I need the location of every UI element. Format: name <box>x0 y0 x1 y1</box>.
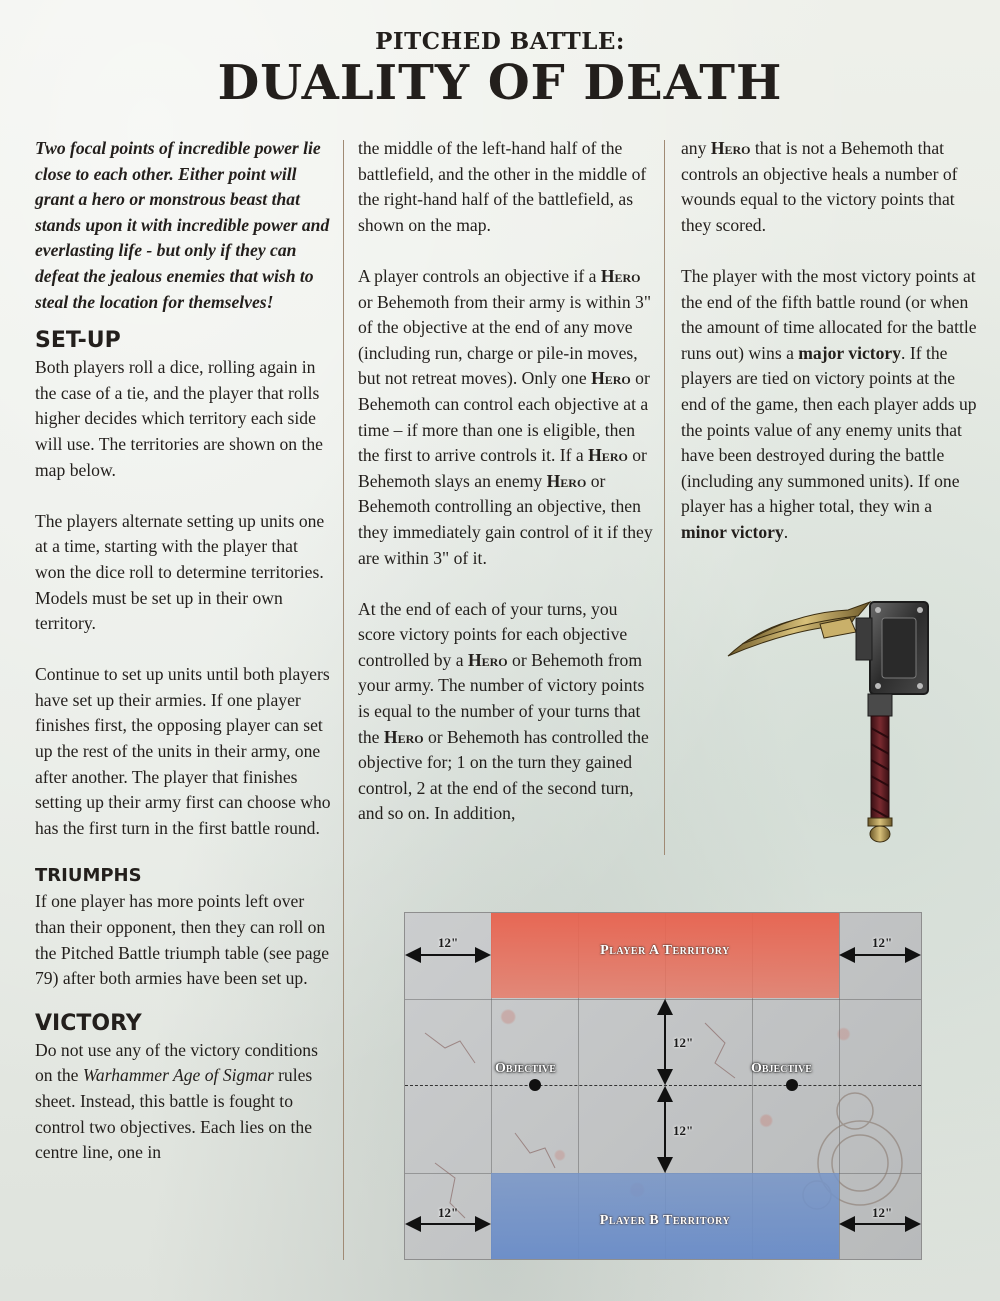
column-rule-right <box>664 140 665 855</box>
measure-bottom-left: 12" <box>438 1205 459 1220</box>
measure-bottom-right: 12" <box>872 1205 893 1220</box>
objective-right-marker <box>786 1079 798 1091</box>
victory-paragraph: Do not use any of the victory conditions on the Warhammer Age of Sigmar rules sheet. Instead, this battle is fought to control two objectives. Each lies on the centre line, one in <box>35 1039 318 1163</box>
measure-centre-bottom: 12" <box>673 1123 694 1138</box>
measure-top-right: 12" <box>872 935 893 950</box>
column-1 <box>35 136 331 1166</box>
major-victory-term: major victory <box>798 342 902 363</box>
control-paragraph: A player controls an objective if a Hero or Behemoth from their army is within 3" of the objective at the end of any move (including run, charge or pile-in moves, but not retreat moves). Only one Hero or Behemoth can control each objective at a time – if more than one is eligible, then the first to arrive controls it. If a Hero or Behemoth slays an enemy Hero or Behemoth controlling an objective, then they immediately gain control of it if they are within 3" of it. <box>358 265 653 568</box>
triumphs-paragraph: If one player has more points left over than their opponent, then they can roll on the Pitched Battle triumph table (see page 79) after both armies have been set up. <box>35 891 330 989</box>
hero-keyword: Hero <box>588 445 628 466</box>
column-3 <box>681 136 977 546</box>
objective-right-label: Objective <box>751 1061 812 1076</box>
game-title: Warhammer Age of Sigmar <box>82 1065 274 1086</box>
page-title: DUALITY OF DEATH <box>217 55 783 111</box>
page-kicker: PITCHED BATTLE: <box>375 28 625 55</box>
intro-text: Two focal points of incredible power lie close to each other. Either point will grant a hero or monstrous beast that stands upon it with incredible power and everlasting life - but only if they can defeat the jealous enemies that wish to steal the location for themselves! <box>35 138 330 312</box>
hero-keyword: Hero <box>710 138 751 158</box>
setup-paragraph-1: Both players roll a dice, rolling again in the case of a tie, and the player that rolls higher decides which territory each side will use. The territories are shown on the map below. <box>35 357 323 480</box>
measure-top-left: 12" <box>438 935 459 950</box>
minor-victory-term: minor victory <box>681 521 784 542</box>
hero-keyword: Hero <box>546 470 587 491</box>
winner-paragraph: The player with the most victory points at the end of the fifth battle round (or when the amount of time allocated for the battle runs out) wins a major victory. If the players are tied on victory points at the end of the game, then each player adds up the points value of any enemy units that have been destroyed during the battle (including any summoned units). If one player has a higher total, they win a minor victory. <box>681 265 977 542</box>
setup-heading: SET-UP <box>35 328 121 354</box>
scoring-paragraph: At the end of each of your turns, you score victory points for each objective controlled by a Hero or Behemoth from your army. The number of victory points is equal to the number of your turns that the Hero or Behemoth has controlled the objective for; 1 on the turn they gained control, 2 at the end of the second turn, and so on. In addition, <box>358 598 649 824</box>
column-2 <box>358 136 654 827</box>
heal-paragraph: any Hero that is not a Behemoth that controls an objective heals a number of wounds equal to the victory points that they scored. <box>681 138 958 235</box>
setup-paragraph-2: The players alternate setting up units one at a time, starting with the player that won the dice roll to determine territories. Models must be set up in their own territory. <box>35 510 325 634</box>
battlefield-map <box>404 912 922 1260</box>
hero-keyword: Hero <box>467 649 508 670</box>
triumphs-heading: TRIUMPHS <box>35 865 142 887</box>
objective-left-label: Objective <box>495 1061 556 1076</box>
player-b-territory-label: Player B Territory <box>599 1213 731 1228</box>
measure-centre-top: 12" <box>673 1035 694 1050</box>
victory-heading: VICTORY <box>35 1010 142 1036</box>
setup-paragraph-3: Continue to set up units until both players have set up their armies. If one player finishes first, the opposing player can set up the rest of the units in their army, one after another. The player that finishes setting up their army first can choose who has the first turn in the first battle round. <box>35 664 331 838</box>
player-a-territory-label: Player A Territory <box>600 943 730 958</box>
col2-paragraph-1: the middle of the left-hand half of the battlefield, and the other in the middle of the right-hand half of the battlefield, as shown on the map. <box>358 138 647 235</box>
hero-keyword: Hero <box>591 368 631 389</box>
column-rule-left <box>343 140 344 1260</box>
hero-keyword: Hero <box>600 265 641 286</box>
hero-keyword: Hero <box>383 726 424 747</box>
objective-left-marker <box>529 1079 541 1091</box>
hammer-illustration <box>720 598 935 843</box>
measurement-arrows <box>405 913 921 1259</box>
